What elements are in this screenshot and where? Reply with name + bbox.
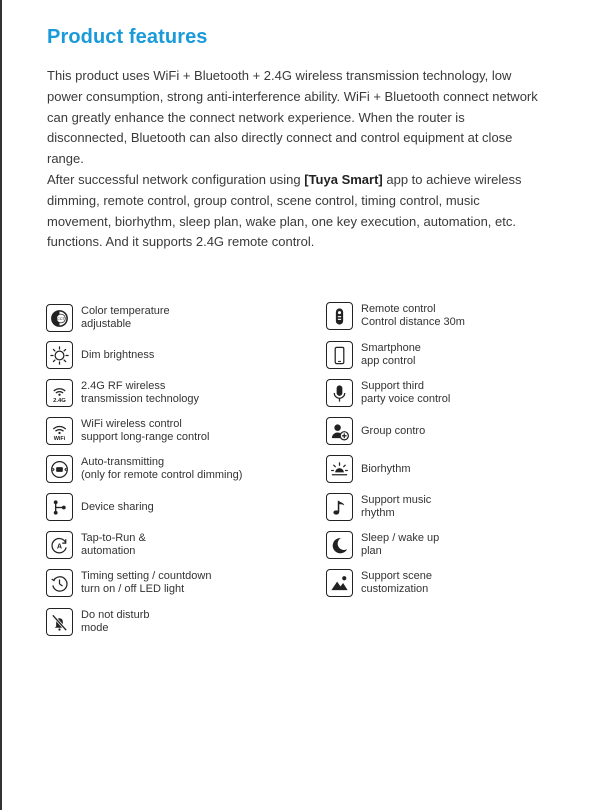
feature-wifi-control	[46, 417, 209, 445]
feature-label: Tap-to-Run & automation	[81, 532, 146, 557]
feature-label: Sleep / wake up plan	[361, 532, 440, 557]
feature-label: Device sharing	[81, 500, 154, 513]
cct-icon	[46, 304, 73, 332]
intro-paragraph-1: This product uses WiFi + Bluetooth + 2.4G wireless transmission technology, low power consumption, strong anti-interference ability. WiFi + Bluetooth connect network can greatly enhance the connect network experience. When the router is disconnected, Bluetooth can also directly connect and control equipment at close range.	[47, 68, 538, 167]
feature-do-not-disturb	[46, 608, 149, 636]
feature-tap-to-run	[46, 531, 146, 559]
timer-icon	[46, 569, 73, 597]
feature-label: Timing setting / countdown turn on / off LED light	[81, 570, 212, 595]
feature-label: Smartphone app control	[361, 342, 421, 367]
auto-transmit-icon	[46, 455, 73, 483]
feature-dim-brightness	[46, 341, 154, 369]
smartphone-icon	[326, 341, 353, 369]
cct-icon-label: CCT	[56, 315, 66, 321]
feature-label: Group contro	[361, 424, 426, 437]
feature-label: Biorhythm	[361, 462, 411, 475]
feature-label: Support scene customization	[361, 570, 432, 595]
feature-remote-control	[326, 302, 465, 330]
feature-label: 2.4G RF wireless transmission technology	[81, 380, 200, 405]
feature-rf-wireless	[46, 379, 199, 407]
intro-paragraph-2-start: After successful network configuration using	[47, 171, 305, 187]
intro-text	[47, 66, 547, 253]
feature-voice-control	[326, 379, 450, 407]
tap-to-run-icon-label: A	[56, 541, 63, 550]
tap-to-run-icon	[46, 531, 73, 559]
biorhythm-icon	[326, 455, 353, 483]
feature-scene-customization	[326, 569, 432, 597]
feature-smartphone	[326, 341, 421, 369]
feature-label: Dim brightness	[81, 348, 155, 361]
feature-label: Auto-transmitting (only for remote control dimming)	[81, 456, 243, 481]
feature-label: Color temperature adjustable	[81, 305, 170, 330]
feature-biorhythm	[326, 455, 411, 483]
sleep-icon-label: z	[340, 541, 344, 547]
app-name: [Tuya Smart]	[304, 171, 383, 187]
feature-label: WiFi wireless control support long-range control	[81, 418, 210, 443]
feature-label: Support music rhythm	[361, 494, 432, 519]
feature-device-sharing	[46, 493, 154, 521]
microphone-icon	[326, 379, 353, 407]
scene-icon	[326, 569, 353, 597]
feature-auto-transmitting	[46, 455, 242, 483]
feature-label: Remote control Control distance 30m	[361, 303, 465, 328]
wifi-icon	[46, 417, 73, 445]
do-not-disturb-icon	[46, 608, 73, 636]
intro-paragraph-2	[47, 170, 547, 253]
music-icon	[326, 493, 353, 521]
sun-brightness-icon	[46, 341, 73, 369]
page-left-border	[0, 0, 2, 810]
sleep-wake-icon	[326, 531, 353, 559]
feature-label: Do not disturb mode	[81, 609, 150, 634]
remote-control-icon	[326, 302, 353, 330]
group-control-icon	[326, 417, 353, 445]
feature-color-temperature	[46, 304, 170, 332]
feature-label: Support third party voice control	[361, 380, 451, 405]
feature-group-control	[326, 417, 425, 445]
rf-icon-label: 2.4G	[53, 397, 66, 404]
wifi-icon-label: WiFi	[53, 435, 66, 442]
feature-sleep-wake	[326, 531, 439, 559]
share-icon	[46, 493, 73, 521]
feature-music-rhythm	[326, 493, 431, 521]
page-title: Product features	[47, 26, 208, 48]
rf-24g-icon	[46, 379, 73, 407]
feature-timing-setting	[46, 569, 211, 597]
intro-paragraph-2-end: app to achieve wireless dimming, remote control, group control, scene control, timing control, music movement, biorhythm, sleep plan, wake plan, one key execution, automation, etc. functions. And it supports 2.4G remote control.	[47, 171, 522, 250]
